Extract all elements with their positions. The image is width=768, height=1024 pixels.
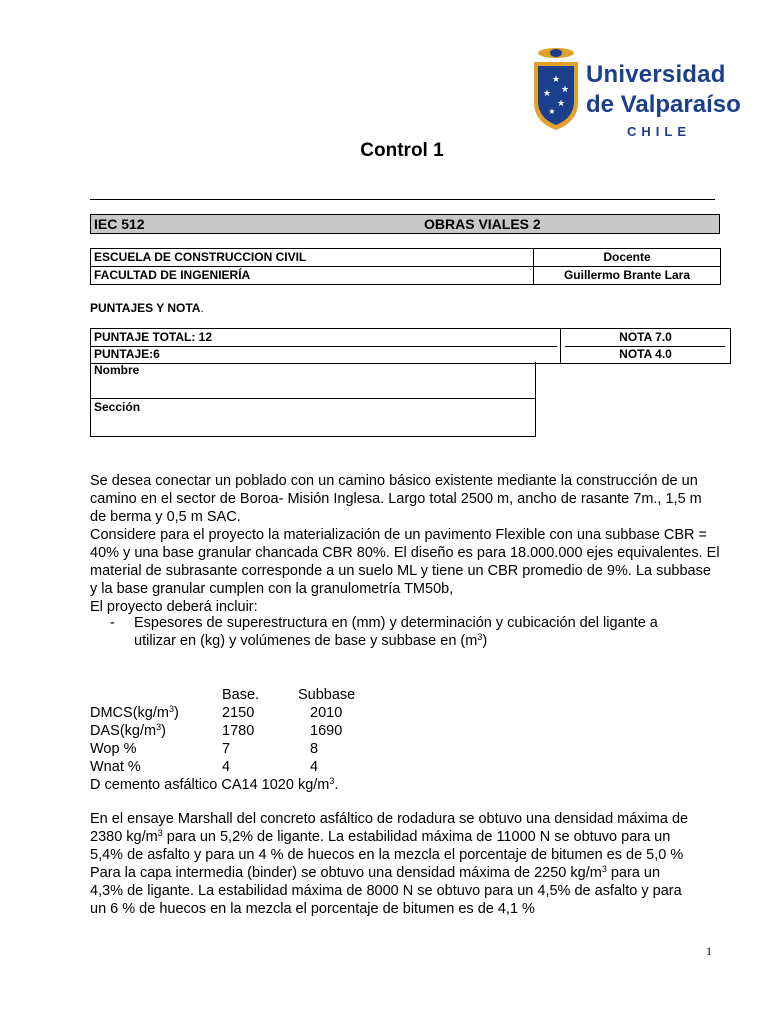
marshall-line-1: En el ensaye Marshall del concreto asfáltico de rodadura se obtuvo una densidad máxima de: [90, 811, 689, 827]
svg-text:★: ★: [542, 89, 552, 99]
logo-line-2: de Valparaíso: [586, 91, 741, 118]
course-code: IEC 512: [94, 216, 145, 232]
logo-line-3: CHILE: [627, 124, 691, 139]
prop-base-wnat: 4: [222, 759, 231, 775]
prop-label-das: $DAS(kg/m^3)$: [90, 722, 166, 739]
divider: [90, 199, 715, 200]
seccion-label: Sección: [94, 400, 141, 414]
density-note: D cemento asfáltico CA14 1020 $kg/m^3$.: [90, 776, 339, 793]
nombre-box[interactable]: [90, 362, 536, 399]
prop-base-das: 1780: [222, 723, 255, 739]
svg-text:★: ★: [551, 75, 561, 85]
page-title: Control 1: [360, 140, 444, 161]
bullet-dash: -: [110, 615, 115, 631]
puntaje-total: PUNTAJE TOTAL: 12: [94, 330, 213, 344]
bullet-line-1: Espesores de superestructura en (mm) y determinación y cubicación del ligante a: [134, 615, 658, 631]
prop-base-wop: 7: [222, 741, 231, 757]
prop-subbase-wnat: 4: [310, 759, 319, 775]
prop-label-wnat: Wnat %: [90, 759, 141, 775]
prop-label-wop: Wop %: [90, 741, 137, 757]
nombre-label: Nombre: [94, 363, 140, 377]
paragraph-2: Considere para el proyecto la materialización de un pavimento Flexible con una subbase CBR = 40% y una base granular chancada CBR 80%. El diseño es para 18.000.000 ejes equivalentes. El material de subrasante corresponde a un suelo ML y tiene un CBR promedio de 9%. La subbase y la base granular cumplen con la granulometría TM50b,: [90, 527, 720, 597]
nota-total: NOTA 7.0: [619, 330, 672, 344]
paragraph-3: El proyecto deberá incluir:: [90, 599, 258, 615]
shield-emblem-icon: [530, 44, 582, 134]
docente-name: Guillermo Brante Lara: [534, 267, 721, 285]
svg-text:★: ★: [560, 85, 570, 95]
marshall-line-5: 4,3% de ligante. La estabilidad máxima de 8000 N se obtuvo para un 4,5% de asfalto y para: [90, 883, 682, 899]
paragraph-1: Se desea conectar un poblado con un camino básico existente mediante la construcción de un camino en el sector de Boroa- Misión Inglesa. Largo total 2500 m, ancho de rasante 7m., 1,5 m de berma y 0,5 m SAC.: [90, 473, 702, 525]
prop-subbase-dmcs: 2010: [310, 705, 343, 721]
prop-base-dmcs: 2150: [222, 705, 255, 721]
info-table: [90, 248, 721, 285]
faculty-cell: FACULTAD DE INGENIERÍA: [91, 267, 534, 285]
logo-line-1: Universidad: [586, 61, 726, 88]
marshall-line-6: un 6 % de huecos en la mezcla el porcentaje de bitumen es de 4,1 %: [90, 901, 535, 917]
course-name: OBRAS VIALES 2: [424, 216, 541, 232]
seccion-box[interactable]: [90, 398, 536, 437]
course-bar: [90, 214, 720, 234]
school-cell: ESCUELA DE CONSTRUCCION CIVIL: [91, 249, 534, 267]
prop-subbase-das: 1690: [310, 723, 343, 739]
scores-heading: PUNTAJES Y NOTA.: [90, 301, 204, 315]
bullet-line-2: utilizar en (kg) y volúmenes de base y subbase en (m: [134, 633, 478, 649]
marshall-line-4: Para la capa intermedia (binder) se obtuvo una densidad máxima de 2250 $kg/m^3$ para un: [90, 864, 661, 881]
marshall-line-2: 2380 $kg/m^3$ para un 5,2% de ligante. La estabilidad máxima de 11000 N se obtuvo para un: [90, 828, 671, 845]
marshall-line-3: 5,4% de asfalto y para un 4 % de huecos en la mezcla el porcentaje de bitumen es de 5,0 %: [90, 847, 684, 863]
page-number: 1: [706, 944, 712, 958]
university-logo: [530, 44, 741, 140]
nota-puntaje: NOTA 4.0: [619, 347, 672, 361]
puntaje: PUNTAJE:6: [94, 347, 160, 361]
marshall-paragraph: [90, 810, 720, 918]
svg-text:★: ★: [548, 107, 556, 116]
prop-subbase-wop: 8: [310, 741, 319, 757]
header-base: Base.: [222, 687, 260, 703]
header-subbase: Subbase: [298, 687, 356, 703]
docente-label: Docente: [534, 249, 721, 267]
prop-label-dmcs: $DMCS(kg/m^3)$: [90, 704, 179, 721]
problem-statement: [90, 472, 720, 616]
svg-text:★: ★: [556, 99, 566, 109]
scores-table: [90, 328, 731, 364]
